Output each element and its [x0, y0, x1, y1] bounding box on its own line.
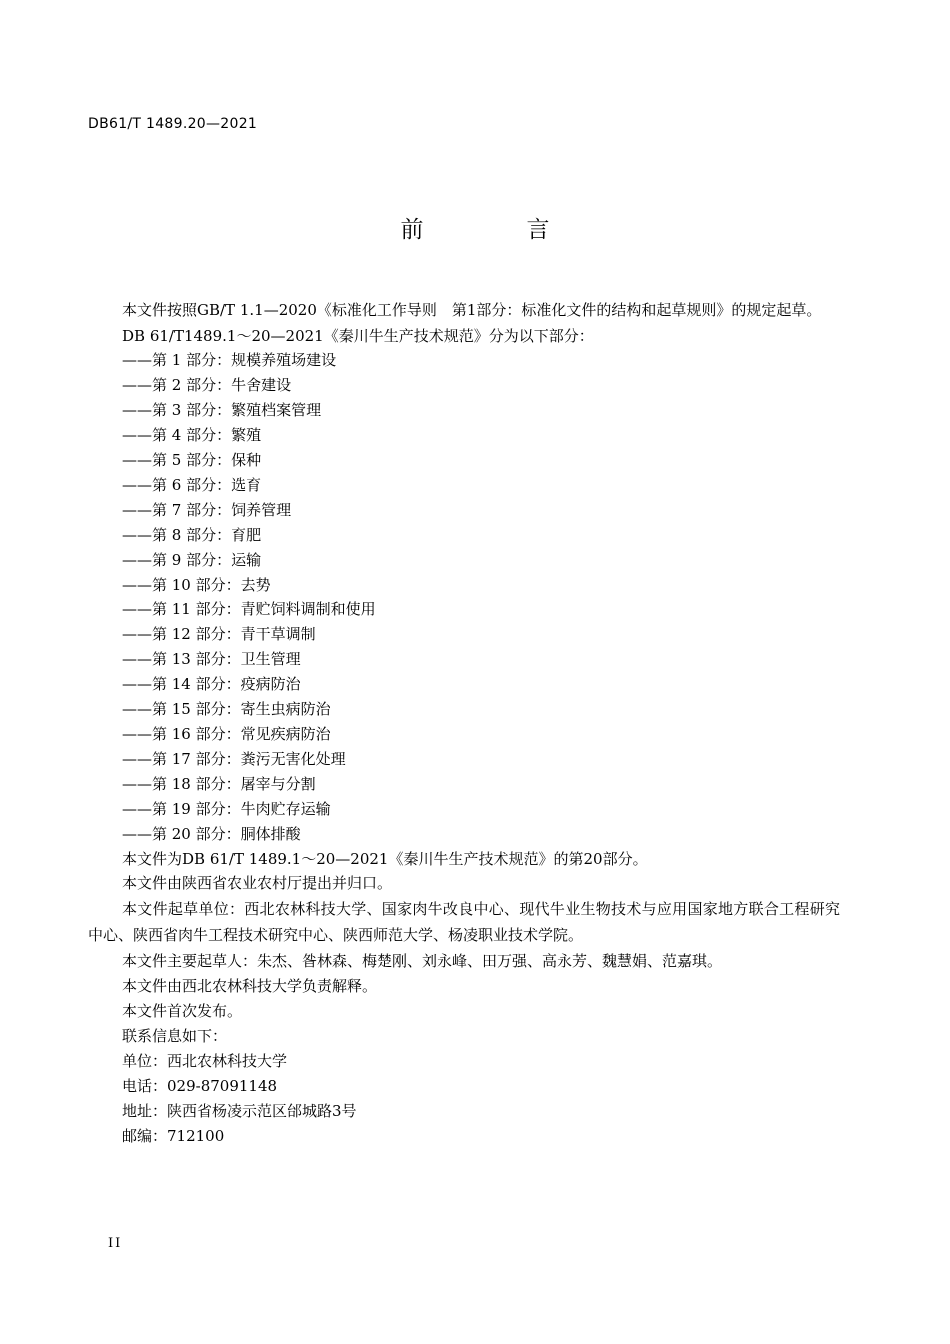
- statement-first-release: 本文件首次发布。: [122, 1002, 243, 1021]
- list-item: ——第 10 部分：去势: [122, 575, 271, 594]
- page-title: 前 言: [400, 217, 590, 243]
- list-item: ——第 18 部分：屠宰与分割: [122, 774, 316, 793]
- contact-address: 地址：陕西省杨凌示范区邰城路3号: [122, 1101, 357, 1120]
- statement-drafting-units: 本文件起草单位：西北农林科技大学、国家肉牛改良中心、现代牛业生物技术与应用国家地方联合工程研究中心、陕西省肉牛工程技术研究中心、陕西师范大学、杨凌职业技术学院。: [88, 900, 840, 944]
- document-body: [88, 298, 840, 1149]
- contact-phone: 电话：029-87091148: [122, 1076, 278, 1095]
- list-item: ——第 16 部分：常见疾病防治: [122, 725, 331, 743]
- list-item: ——第 8 部分：育肥: [122, 525, 262, 544]
- list-item: ——第 13 部分：卫生管理: [122, 650, 301, 669]
- list-item: ——第 14 部分：疫病防治: [122, 675, 301, 694]
- list-item: ——第 19 部分：牛肉贮存运输: [122, 799, 331, 818]
- statement-part-of-series: 本文件为DB 61/T 1489.1～20—2021《秦川牛生产技术规范》的第20部分。: [122, 849, 648, 868]
- paragraph-drafting-rules: 本文件按照GB/T 1.1—2020《标准化工作导则 第1部分：标准化文件的结构和起草规则》的规定起草。: [122, 301, 822, 319]
- list-item: ——第 4 部分：繁殖: [122, 426, 262, 445]
- statement-proposer: 本文件由陕西省农业农村厅提出并归口。: [122, 874, 393, 893]
- paragraph-parts-intro: DB 61/T1489.1～20—2021《秦川牛生产技术规范》分为以下部分：: [122, 326, 594, 345]
- list-item: ——第 9 部分：运输: [122, 550, 262, 569]
- list-item: ——第 5 部分：保种: [122, 451, 262, 470]
- statement-drafters: 本文件主要起草人：朱杰、昝林森、梅楚刚、刘永峰、田万强、高永芳、魏慧娟、范嘉琪。: [122, 952, 723, 971]
- list-item: ——第 12 部分：青干草调制: [122, 625, 316, 644]
- list-item: ——第 2 部分：牛舍建设: [122, 376, 292, 395]
- parts-list: [88, 348, 840, 846]
- statement-contact-intro: 联系信息如下：: [122, 1027, 228, 1046]
- page-number: II: [108, 1236, 123, 1251]
- contact-unit: 单位：西北农林科技大学: [122, 1051, 288, 1070]
- list-item: ——第 1 部分：规模养殖场建设: [122, 351, 337, 370]
- list-item: ——第 11 部分：青贮饲料调制和使用: [122, 600, 376, 619]
- document-code: DB61/T 1489.20—2021: [88, 116, 258, 132]
- contact-info: [88, 1049, 840, 1149]
- list-item: ——第 17 部分：粪污无害化处理: [122, 749, 346, 768]
- list-item: ——第 7 部分：饲养管理: [122, 500, 292, 519]
- statement-interpretation: 本文件由西北农林科技大学负责解释。: [122, 977, 378, 996]
- list-item: ——第 3 部分：繁殖档案管理: [122, 401, 322, 420]
- list-item: ——第 15 部分：寄生虫病防治: [122, 700, 331, 719]
- contact-postcode: 邮编：712100: [122, 1126, 225, 1145]
- list-item: ——第 20 部分：胴体排酸: [122, 824, 301, 843]
- list-item: ——第 6 部分：选育: [122, 475, 262, 494]
